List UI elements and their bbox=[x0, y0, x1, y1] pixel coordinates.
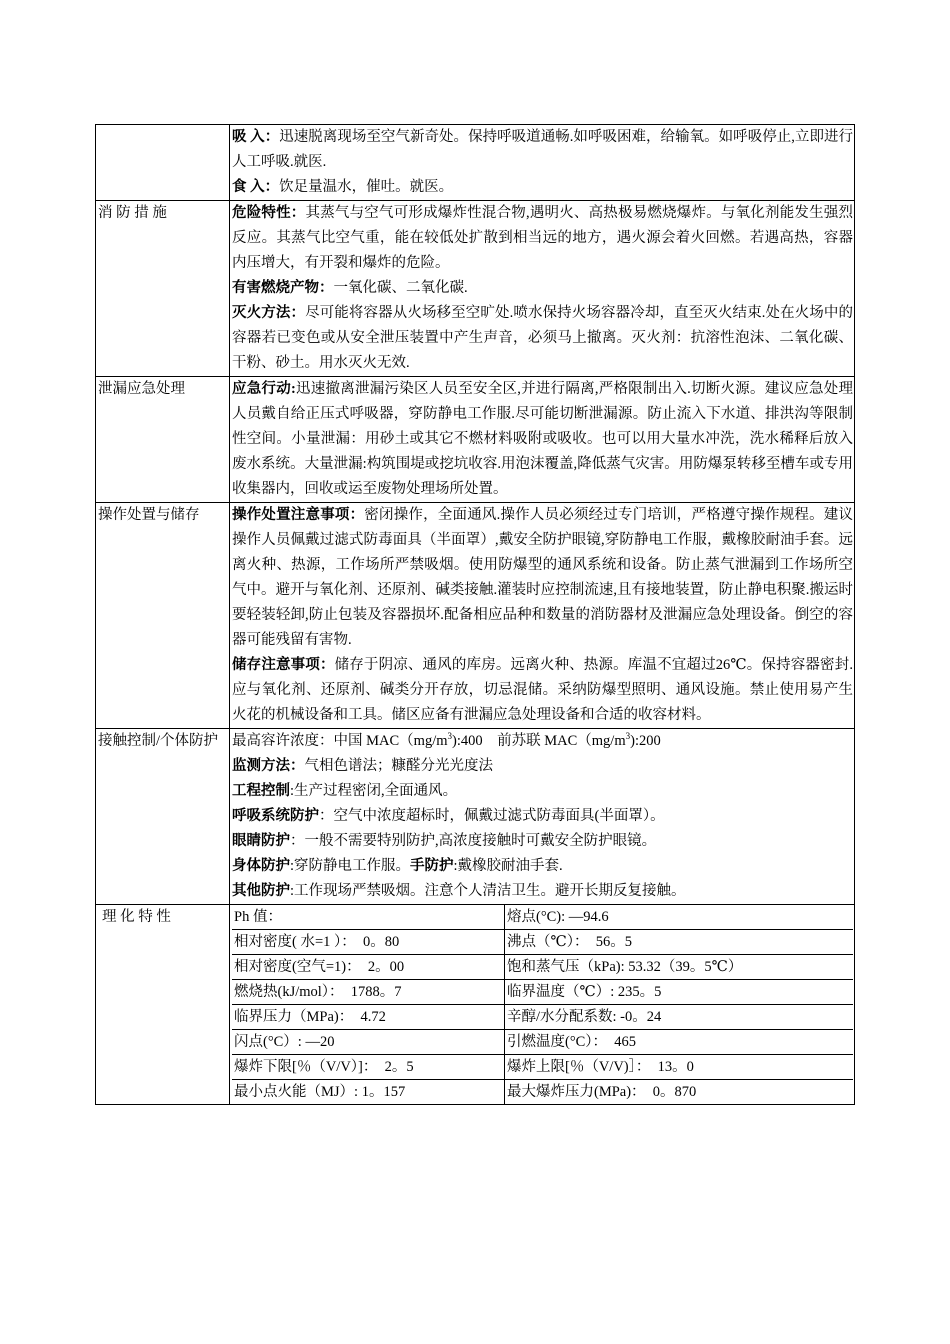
operation-label: 操作处置注意事项： bbox=[232, 507, 365, 523]
mac-paragraph bbox=[232, 729, 853, 754]
hazard-text: 其蒸气与空气可形成爆炸性混合物,遇明火、高热极易燃烧爆炸。与氧化剂能发生强烈反应。其蒸气比空气重，能在较低处扩散到相当远的地方，遇火源会着火回燃。若遇高热，容器内压增大，有开裂和爆炸的危险。 bbox=[232, 205, 853, 271]
property-cell: 临界温度（℃）: 235。5 bbox=[505, 980, 854, 1005]
monitor-text: 气相色谱法；糠醛分光光度法 bbox=[304, 758, 493, 774]
respiratory-text: ：空气中浓度超标时，佩戴过滤式防毒面具(半面罩）。 bbox=[319, 808, 665, 824]
property-cell: 熔点(°C): —94.6 bbox=[505, 905, 854, 930]
handling-label: 操作处置与储存 bbox=[96, 503, 230, 729]
other-text: :工作现场严禁吸烟。注意个人清洁卫生。避开长期反复接触。 bbox=[290, 883, 686, 899]
row-first-aid bbox=[96, 125, 855, 201]
property-row bbox=[232, 955, 853, 980]
property-cell: 最小点火能（MJ）: 1。157 bbox=[232, 1080, 505, 1105]
msds-table bbox=[95, 124, 855, 1105]
products-paragraph bbox=[232, 276, 853, 301]
inhale-label: 吸 入： bbox=[232, 129, 280, 145]
properties-table bbox=[232, 905, 853, 1104]
property-cell: Ph 值： bbox=[232, 905, 505, 930]
method-text: 尽可能将容器从火场移至空旷处.喷水保持火场容器冷却，直至灭火结束.处在火场中的容器若已变色或从安全泄压装置中产生声音，必须马上撤离。灭火剂：抗溶性泡沫、二氧化碳、干粉、砂土。用水灭火无效. bbox=[232, 305, 854, 371]
body-label: 身体防护 bbox=[232, 858, 290, 874]
storage-label: 储存注意事项： bbox=[232, 657, 335, 673]
property-row bbox=[232, 1055, 853, 1080]
leak-label: 泄漏应急处理 bbox=[96, 377, 230, 503]
fire-label: 消 防 措 施 bbox=[96, 201, 230, 377]
hazard-paragraph bbox=[232, 201, 853, 276]
inhale-text: 迅速脱离现场至空气新奇处。保持呼吸道通畅.如呼吸困难，给输氧。如呼吸停止,立即进行人工呼吸.就医. bbox=[232, 129, 854, 170]
property-cell: 相对密度( 水=1 ）： 0。80 bbox=[232, 930, 505, 955]
engineering-label: 工程控制 bbox=[232, 783, 290, 799]
products-text: 一氧化碳、二氧化碳. bbox=[333, 280, 468, 296]
storage-paragraph bbox=[232, 653, 853, 728]
mac-sup-b: 3 bbox=[625, 731, 631, 742]
msds-sheet bbox=[95, 124, 855, 1105]
monitor-label: 监测方法： bbox=[232, 758, 305, 774]
fire-content bbox=[230, 201, 855, 377]
eye-paragraph bbox=[232, 829, 853, 854]
property-cell: 爆炸下限[％（V/V）]： 2。5 bbox=[232, 1055, 505, 1080]
property-cell: 辛醇/水分配系数: -0。24 bbox=[505, 1005, 854, 1030]
mac-sup-a: 3 bbox=[447, 731, 452, 742]
property-cell: 燃烧热(kJ/mol）： 1788。7 bbox=[232, 980, 505, 1005]
row-handling bbox=[96, 503, 855, 729]
engineering-paragraph bbox=[232, 779, 853, 804]
products-label: 有害燃烧产物： bbox=[232, 280, 334, 296]
hand-label: 手防护 bbox=[410, 858, 454, 874]
operation-paragraph bbox=[232, 503, 853, 653]
action-label: 应急行动: bbox=[232, 381, 296, 397]
row-leak bbox=[96, 377, 855, 503]
property-row bbox=[232, 905, 853, 930]
mac-text-c: ):200 bbox=[630, 733, 661, 749]
first-aid-content bbox=[230, 125, 855, 201]
exposure-content bbox=[230, 729, 855, 905]
body-hand-paragraph bbox=[232, 854, 853, 879]
inhale-paragraph bbox=[232, 125, 853, 175]
hand-text: :戴橡胶耐油手套. bbox=[453, 858, 563, 874]
method-label: 灭火方法： bbox=[232, 305, 306, 321]
properties-content bbox=[230, 905, 855, 1105]
hazard-label: 危险特性： bbox=[232, 205, 306, 221]
property-row bbox=[232, 1005, 853, 1030]
ingest-label: 食 入： bbox=[232, 179, 280, 195]
properties-label: 理 化 特 性 bbox=[96, 905, 230, 1105]
property-row bbox=[232, 980, 853, 1005]
action-text: 迅速撤离泄漏污染区人员至安全区,并进行隔离,严格限制出入.切断火源。建议应急处理人员戴自给正压式呼吸器，穿防静电工作服.尽可能切断泄漏源。防止流入下水道、排洪沟等限制性空间。小量泄漏：用砂土或其它不燃材料吸附或吸收。也可以用大量水冲洗，洗水稀释后放入废水系统。大量泄漏:构筑围堤或挖坑收容.用泡沫覆盖,降低蒸气灾害。用防爆泵转移至槽车或专用收集器内，回收或运至废物处理场所处置。 bbox=[232, 381, 853, 497]
other-label: 其他防护 bbox=[232, 883, 290, 899]
leak-content bbox=[230, 377, 855, 503]
first-aid-label bbox=[96, 125, 230, 201]
monitor-paragraph bbox=[232, 754, 853, 779]
body-text: :穿防静电工作服。 bbox=[290, 858, 411, 874]
handling-content bbox=[230, 503, 855, 729]
property-cell: 临界压力（MPa)： 4.72 bbox=[232, 1005, 505, 1030]
eye-label: 眼睛防护 bbox=[232, 833, 290, 849]
property-cell: 爆炸上限[％（V/V)］： 13。0 bbox=[505, 1055, 854, 1080]
exposure-label: 接触控制/个体防护 bbox=[96, 729, 230, 905]
property-cell: 沸点（℃）： 56。5 bbox=[505, 930, 854, 955]
respiratory-paragraph bbox=[232, 804, 853, 829]
ingest-text: 饮足量温水，催吐。就医。 bbox=[279, 179, 454, 195]
operation-text: 密闭操作，全面通风.操作人员必须经过专门培训，严格遵守操作规程。建议操作人员佩戴过滤式防毒面具（半面罩）,戴安全防护眼镜,穿防静电工作服，戴橡胶耐油手套。远离火种、热源，工作场所严禁吸烟。使用防爆型的通风系统和设备。防止蒸气泄漏到工作场所空气中。避开与氧化剂、还原剂、碱类接触.灌装时应控制流速,且有接地装置，防止静电积聚.搬运时要轻装轻卸,防止包装及容器损坏.配备相应品种和数量的消防器材及泄漏应急处理设备。倒空的容器可能残留有害物. bbox=[232, 507, 853, 648]
mac-text-a: 最高容许浓度：中国 MAC（mg/m bbox=[232, 733, 448, 749]
property-cell: 饱和蒸气压（kPa): 53.32（39。5℃） bbox=[505, 955, 854, 980]
engineering-text: :生产过程密闭,全面通风。 bbox=[290, 783, 458, 799]
property-row bbox=[232, 1080, 853, 1105]
ingest-paragraph bbox=[232, 175, 853, 200]
row-exposure bbox=[96, 729, 855, 905]
respiratory-label: 呼吸系统防护 bbox=[232, 808, 319, 824]
storage-text: 储存于阴凉、通风的库房。远离火种、热源。库温不宜超过26℃。保持容器密封.应与氧化剂、还原剂、碱类分开存放，切忌混储。采纳防爆型照明、通风设施。禁止使用易产生火花的机械设备和工具。储区应备有泄漏应急处理设备和合适的收容材料。 bbox=[232, 657, 853, 723]
property-cell: 相对密度(空气=1)： 2。00 bbox=[232, 955, 505, 980]
property-cell: 引燃温度(°C）： 465 bbox=[505, 1030, 854, 1055]
row-fire bbox=[96, 201, 855, 377]
property-row bbox=[232, 930, 853, 955]
mac-text-b: ):400 前苏联 MAC（mg/m bbox=[452, 733, 626, 749]
action-paragraph bbox=[232, 377, 853, 502]
property-cell: 闪点(°C）: —20 bbox=[232, 1030, 505, 1055]
eye-text: ：一般不需要特别防护,高浓度接触时可戴安全防护眼镜。 bbox=[290, 833, 657, 849]
property-cell: 最大爆炸压力(MPa)： 0。870 bbox=[505, 1080, 854, 1105]
row-properties bbox=[96, 905, 855, 1105]
method-paragraph bbox=[232, 301, 853, 376]
property-row bbox=[232, 1030, 853, 1055]
other-paragraph bbox=[232, 879, 853, 904]
